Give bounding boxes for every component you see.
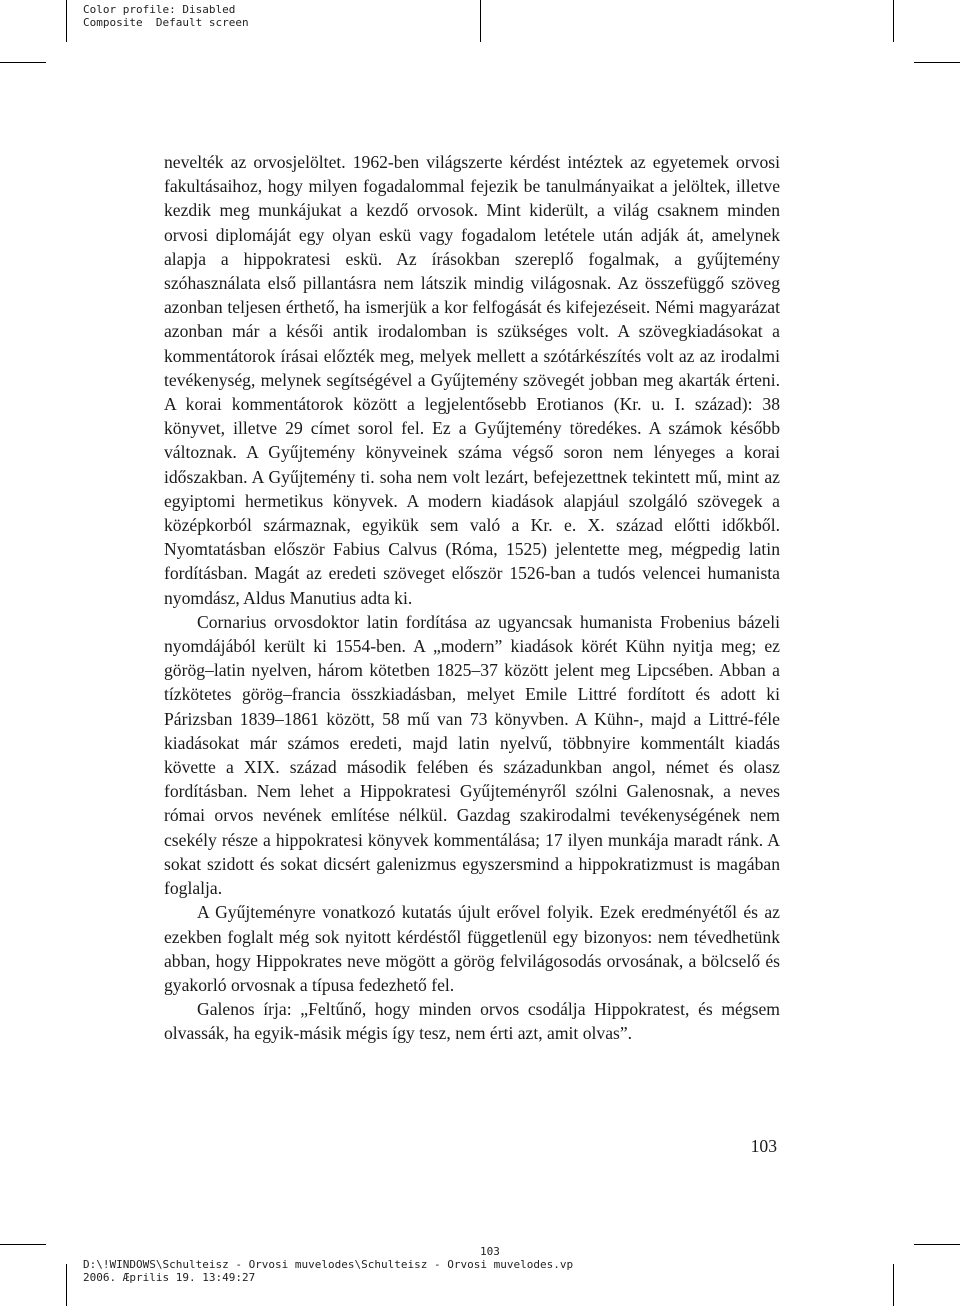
print-header bbox=[83, 3, 249, 29]
paragraph: nevelték az orvosjelöltet. 1962-ben világszerte kérdést intéztek az egyetemek orvosi fakultásaihoz, hogy milyen fogadalommal fejezik be tanulmányaikat a jelöltek, illetve kezdik meg munkájukat a kezdő orvosok. Mint kiderült, a világ csaknem minden orvosi diplomáját egy olyan eskü vagy fogadalom letétele után adják át, amelynek alapja a hippokratesi eskü. Az írásokban szereplő fogalmak, a gyűjtemény szóhasználata első pillantásra nem látszik mindig világosnak. Az összefüggő szöveg azonban teljesen érthető, ha ismerjük a kor felfogását és kifejezéseit. Némi magyarázat azonban már a késői antik irodalomban is szükséges volt. A szövegkiadásokat a kommentátorok írásai előzték meg, melyek mellett a szótárkészítés volt az az irodalmi tevékenység, melynek segítségével a Gyűjtemény szövegét jobban meg akarták érteni. A korai kommentátorok között a legjelentősebb Erotianos (Kr. u. I. század): 38 könyvet, illetve 29 címet sorol fel. Ez a Gyűjtemény töredékes. A számok később változnak. A Gyűjtemény könyveinek száma végső soron nem lényeges a korai időszakban. A Gyűjtemény ti. soha nem volt lezárt, befejezettnek tekintett mű, mint az egyiptomi hermetikus könyvek. A modern kiadások alapjául szolgáló szövegek a középkorból származnak, egyikük sem való a Kr. e. X. század előtti időkből. Nyomtatásban először Fabius Calvus (Róma, 1525) jelentette meg, mégpedig latin fordításban. Magát az eredeti szöveget először 1526-ban a tudós velencei humanista nyomdász, Aldus Manutius adta ki. bbox=[164, 152, 780, 608]
footer-page-number: 103 bbox=[480, 1245, 500, 1258]
crop-mark-left-top bbox=[0, 62, 46, 63]
composite-line: Composite Default screen bbox=[83, 16, 249, 29]
timestamp: 2006. Æprilis 19. 13:49:27 bbox=[83, 1271, 256, 1284]
paragraph: Cornarius orvosdoktor latin fordítása az ugyancsak humanista Frobenius bázeli nyomdájából került ki 1554-ben. A „modern” kiadások körét Kühn nyitja meg; ez görög–latin nyelven, három kötetben 1825–37 között jelent meg Lipcsében. Abban a tízkötetes görög–francia összkiadásban, melyet Emile Littré fordított és adott ki Párizsban 1839–1861 között, 58 mű van 73 könyvben. A Kühn-, majd a Littré-féle kiadásokat már számos eredeti, majd latin nyelvű, többnyire kommentált kiadás követte a XIX. század második felében és századunkban angol, német és olasz fordításban. Nem lehet a Hippokratesi Gyűjteményről szólni Galenosnak, a neves római orvos nevének említése nélkül. Gazdag szakirodalmi tevékenységének nem csekély része a hippokratesi könyvek kommentálása; 17 ilyen munkája maradt ránk. A sokat szidott és sokat dicsért galenizmus egyszersmind a hippokratizmust is magában foglalja. bbox=[164, 611, 780, 899]
body-text bbox=[164, 150, 780, 1046]
paragraph: Galenos írja: „Feltűnő, hogy minden orvos csodálja Hippokratest, és mégsem olvassák, ha egyik-másik mégis így tesz, nem érti azt, amit olvas”. bbox=[164, 999, 780, 1044]
print-footer bbox=[83, 1258, 573, 1284]
crop-mark-top-center bbox=[480, 0, 481, 42]
crop-mark-bottom-right bbox=[893, 1264, 894, 1306]
crop-mark-right-top bbox=[914, 62, 960, 63]
crop-mark-top-left bbox=[66, 0, 67, 42]
color-profile-line: Color profile: Disabled bbox=[83, 3, 236, 16]
crop-mark-left-bottom bbox=[0, 1244, 46, 1245]
paragraph: A Gyűjteményre vonatkozó kutatás újult erővel folyik. Ezek eredményétől és az ezekben foglalt még sok nyitott kérdéstől függetlenül egy bizonyos: nem tévedhetünk abban, hogy Hippokrates neve mögött a görög felvilágosodás orvosának, a bölcselő és gyakorló orvosnak a típusa fedezhető fel. bbox=[164, 902, 780, 995]
crop-mark-bottom-left bbox=[66, 1264, 67, 1306]
crop-mark-top-right bbox=[893, 0, 894, 42]
crop-mark-right-bottom bbox=[914, 1244, 960, 1245]
file-path: D:\!WINDOWS\Schulteisz - Orvosi muvelodes\Schulteisz - Orvosi muvelodes.vp bbox=[83, 1258, 574, 1271]
page-number: 103 bbox=[750, 1136, 777, 1156]
